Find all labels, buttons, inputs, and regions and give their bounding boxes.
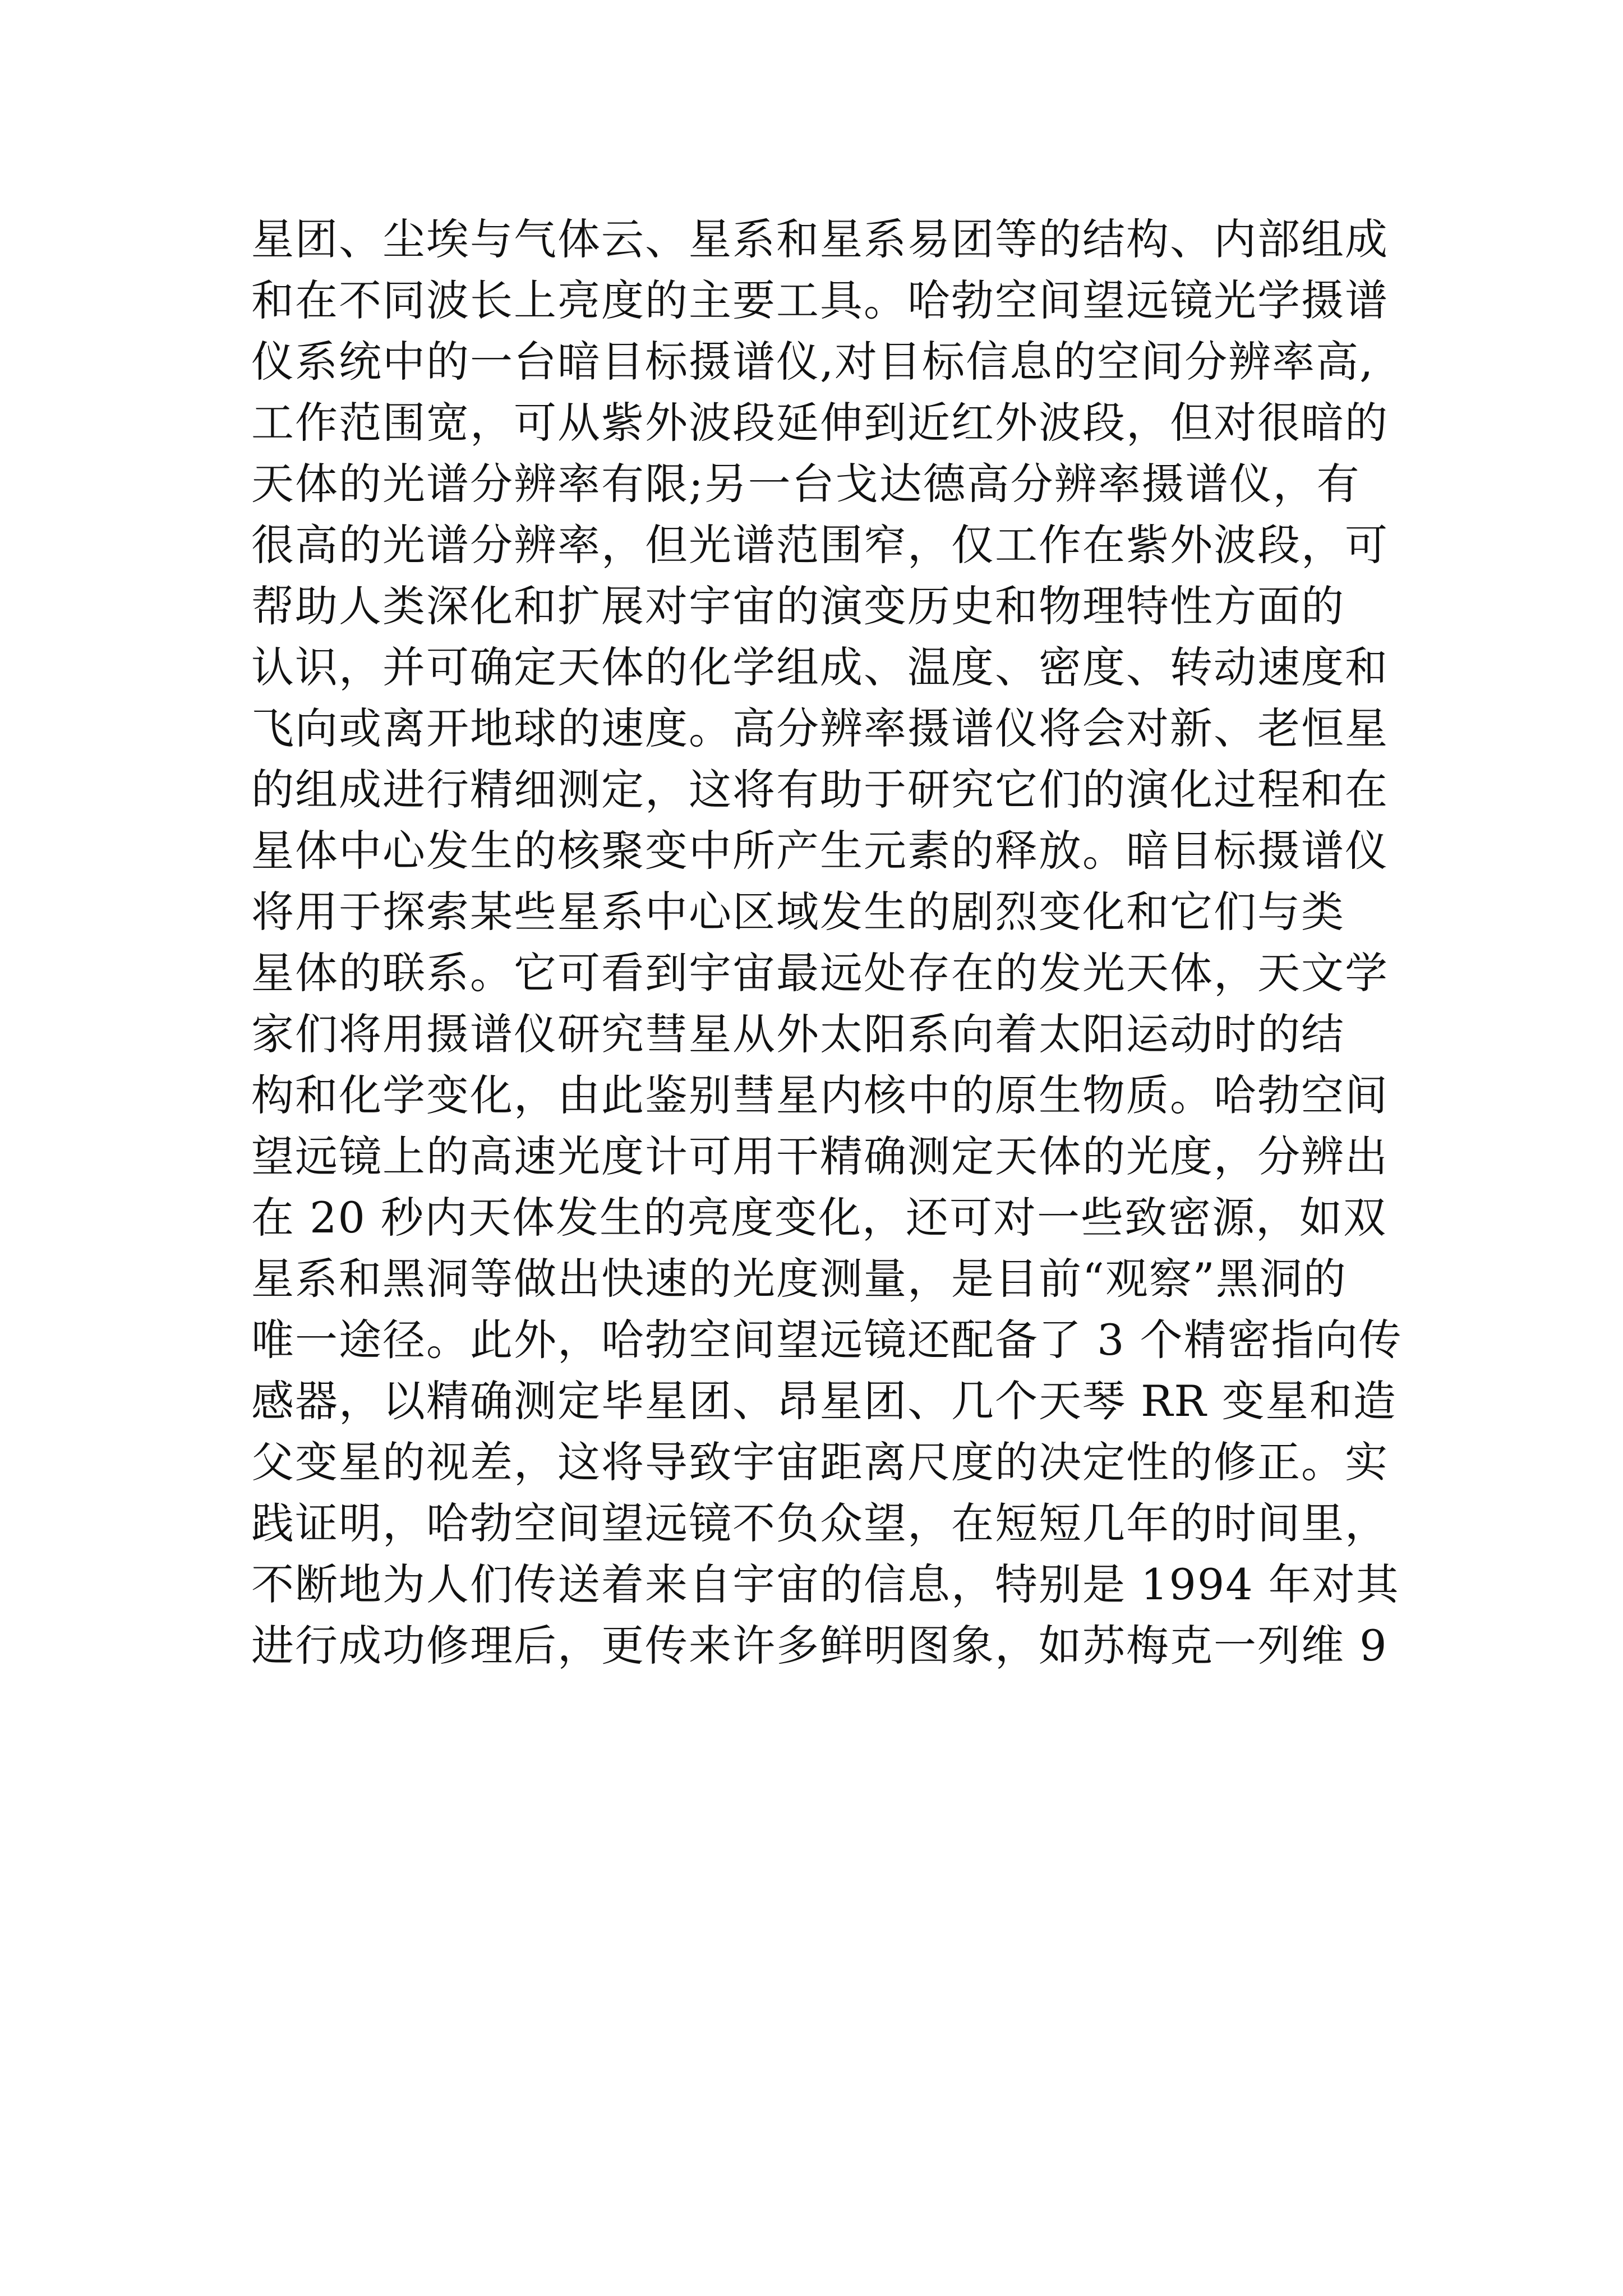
text-line: 星系和黑洞等做出快速的光度测量，是目前“观察”黑洞的	[251, 1254, 1347, 1304]
text-line: 很高的光谱分辨率，但光谱范围窄，仅工作在紫外波段，可	[251, 520, 1389, 570]
text-line: 星体中心发生的核聚变中所产生元素的释放。暗目标摄谱仪	[251, 826, 1389, 876]
text-line: 在 20 秒内天体发生的亮度变化，还可对一些致密源，如双	[251, 1193, 1387, 1243]
text-line: 望远镜上的高速光度计可用干精确测定天体的光度，分辨出	[251, 1131, 1389, 1181]
text-line: 家们将用摄谱仪研究彗星从外太阳系向着太阳运动时的结	[251, 1009, 1345, 1059]
text-line: 星团、尘埃与气体云、星系和星系易团等的结构、内部组成	[251, 214, 1389, 264]
text-line: 工作范围宽，可从紫外波段延伸到近红外波段，但对很暗的	[251, 398, 1389, 448]
text-line: 天体的光谱分辨率有限;另一台戈达德高分辨率摄谱仪，有	[251, 459, 1361, 509]
text-line: 帮助人类深化和扩展对宇宙的演变历史和物理特性方面的	[251, 581, 1345, 631]
text-line: 构和化学变化，由此鉴别彗星内核中的原生物质。哈勃空间	[251, 1070, 1389, 1120]
text-line: 星体的联系。它可看到宇宙最远处存在的发光天体，天文学	[251, 948, 1389, 998]
text-line: 将用于探索某些星系中心区域发生的剧烈变化和它们与类	[251, 887, 1345, 937]
text-line: 唯一途径。此外，哈勃空间望远镜还配备了 3 个精密指向传	[251, 1315, 1403, 1365]
text-line: 感器，以精确测定毕星团、昂星团、几个天琴 RR 变星和造	[251, 1376, 1397, 1426]
text-line: 进行成功修理后，更传来许多鲜明图象，如苏梅克一列维 9	[251, 1621, 1388, 1671]
text-line: 的组成进行精细测定，这将有助于研究它们的演化过程和在	[251, 765, 1389, 815]
text-line: 仪系统中的一台暗目标摄谱仪,对目标信息的空间分辨率高,	[251, 337, 1375, 386]
text-line: 和在不同波长上亮度的主要工具。哈勃空间望远镜光学摄谱	[251, 275, 1389, 325]
text-line: 父变星的视差，这将导致宇宙距离尺度的决定性的修正。实	[251, 1437, 1389, 1487]
text-line: 不断地为人们传送着来自宇宙的信息，特别是 1994 年对其	[251, 1559, 1400, 1609]
body-text	[251, 209, 1440, 1676]
text-line: 认识，并可确定天体的化学组成、温度、密度、转动速度和	[251, 642, 1389, 692]
text-line: 飞向或离开地球的速度。高分辨率摄谱仪将会对新、老恒星	[251, 703, 1389, 753]
text-line: 践证明，哈勃空间望远镜不负众望，在短短几年的时间里，	[251, 1498, 1389, 1548]
